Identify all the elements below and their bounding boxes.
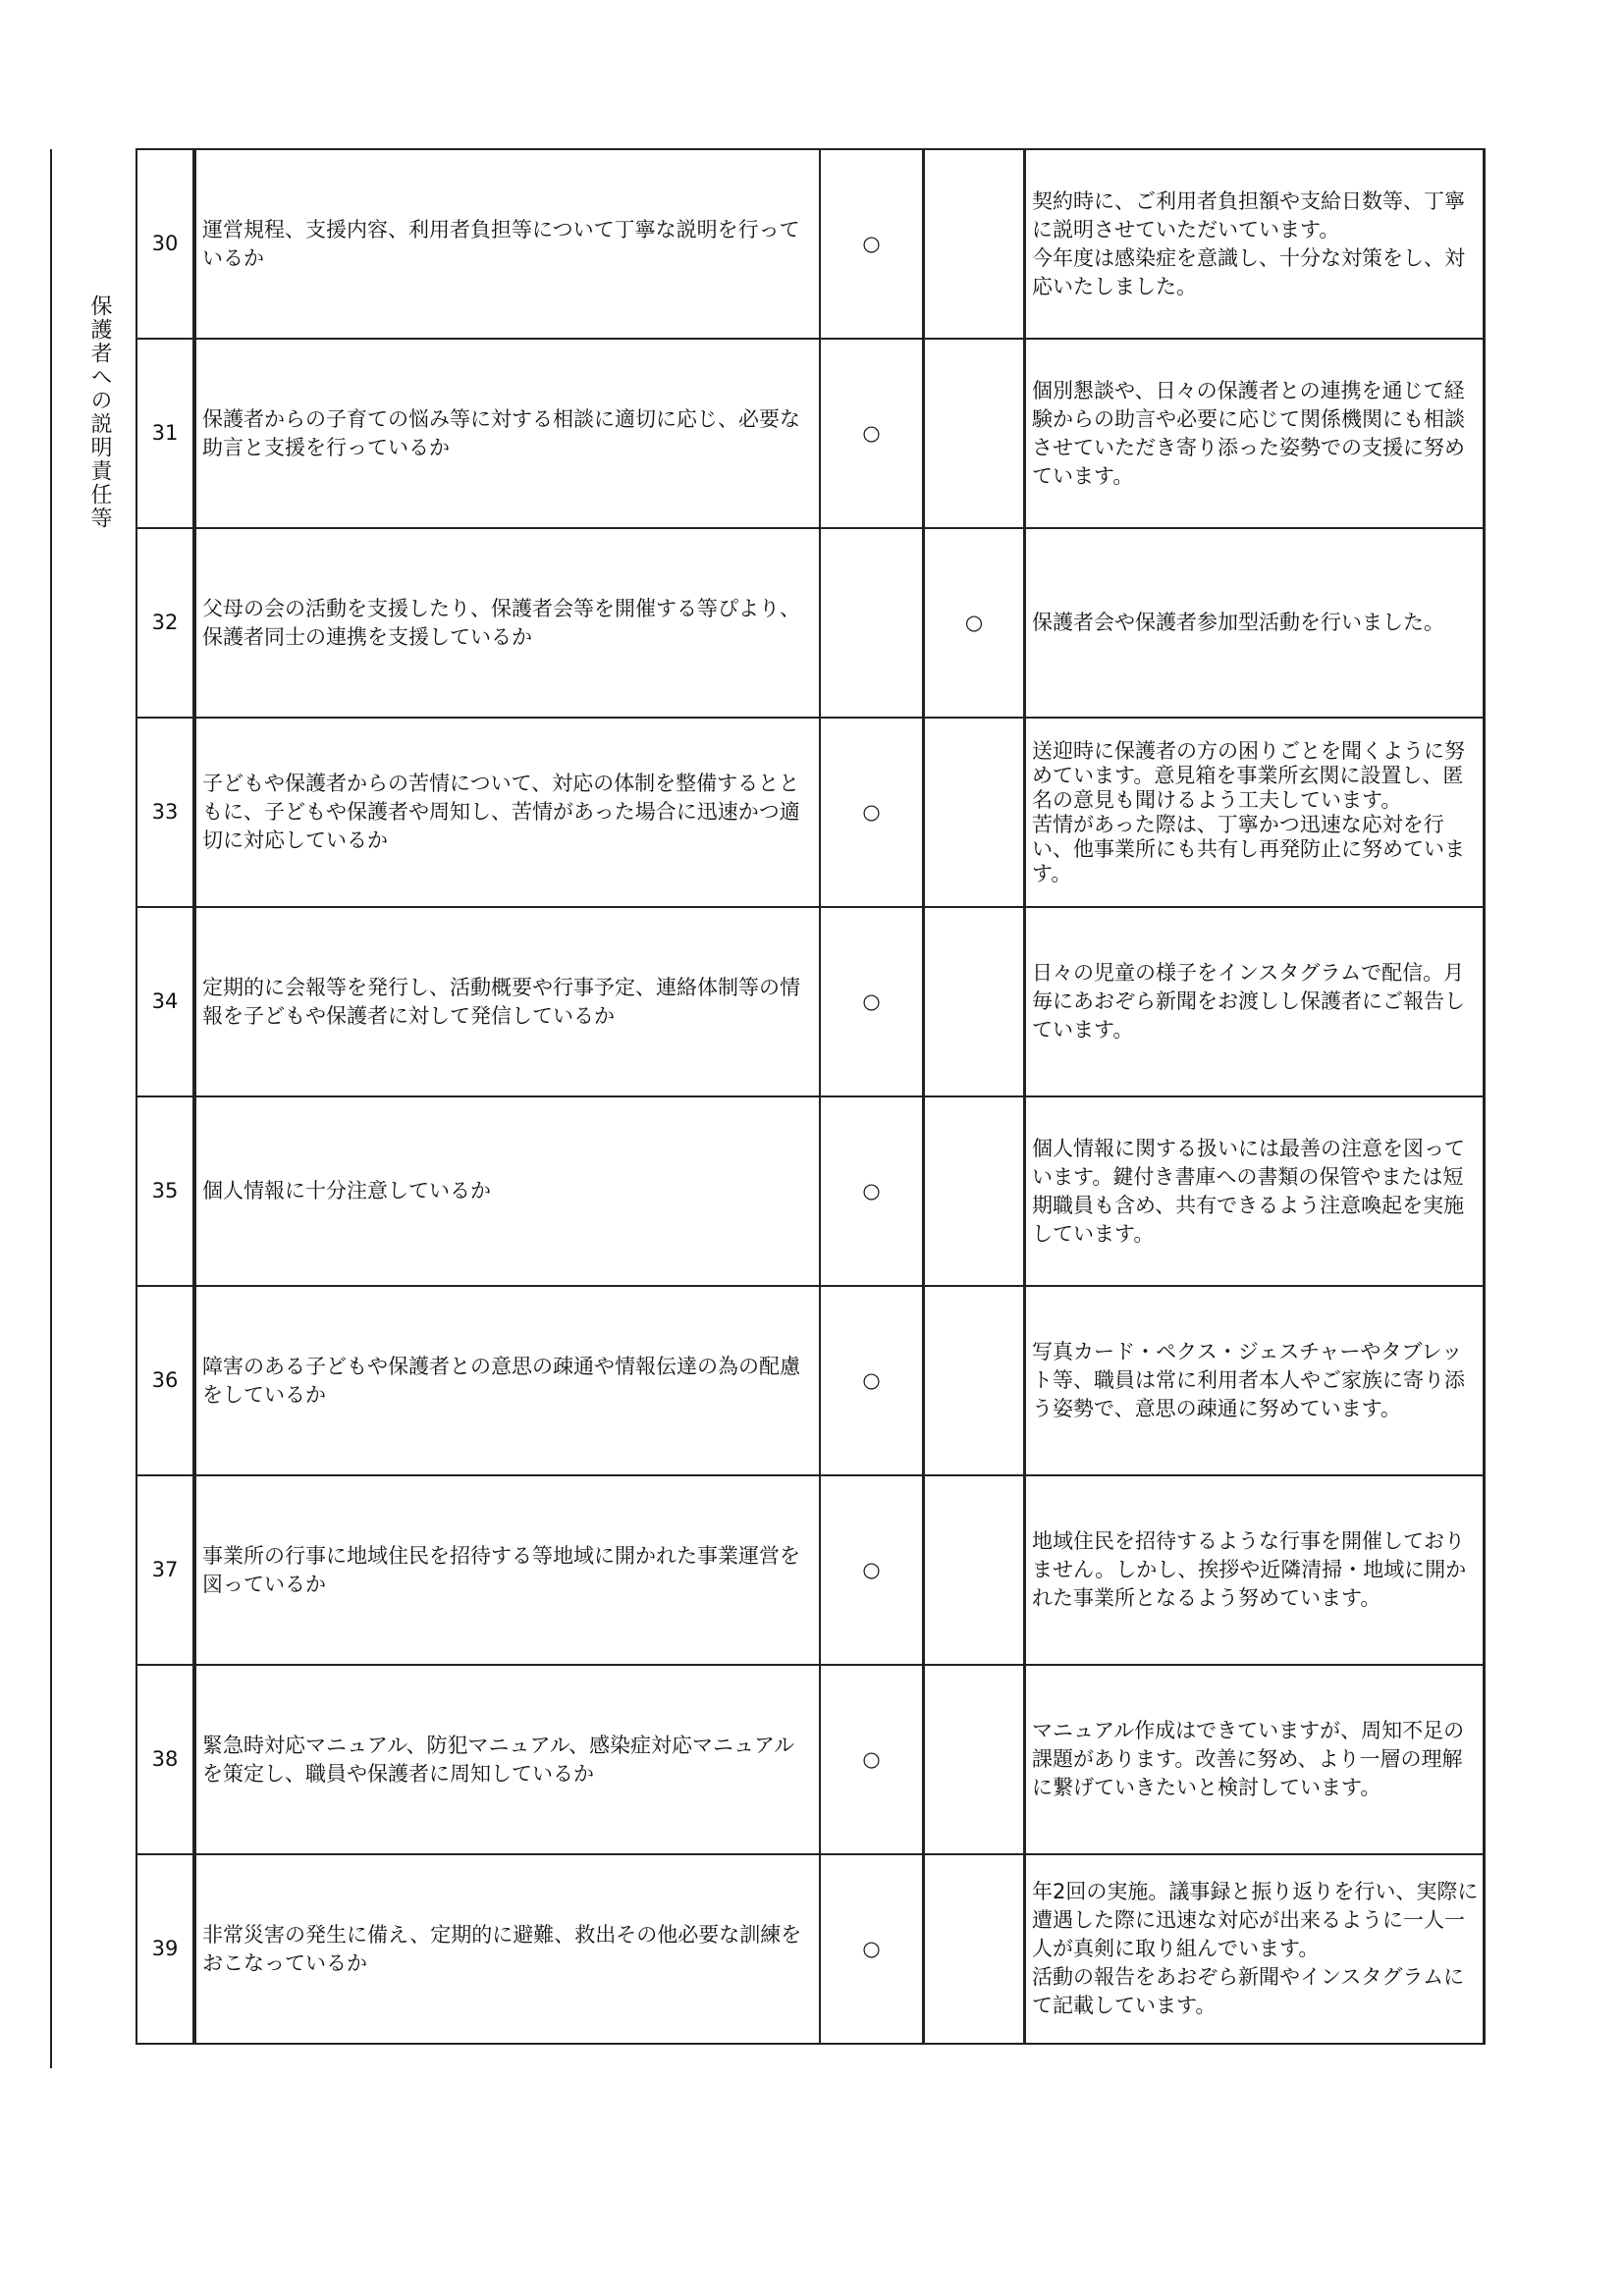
item-text: 保護者からの子育ての悩み等に対する相談に適切に応じ、必要な助言と支援を行っているか — [194, 339, 820, 528]
comment-cell — [1025, 718, 1485, 907]
no-mark — [924, 1096, 1025, 1286]
item-text: 事業所の行事に地域住民を招待する等地域に開かれた事業運営を図っているか — [194, 1475, 820, 1665]
comment-text: 契約時に、ご利用者負担額や支給日数等、丁寧に説明させていただいています。 今年度は感染症を意識し、十分な対策をし、対応いたしました。 — [1032, 188, 1465, 298]
yes-mark: ○ — [820, 907, 924, 1096]
comment-cell — [1025, 1096, 1485, 1286]
comment-text: 年2回の実施。議事録と振り返りを行い、実際に遭遇した際に迅速な対応が出来るように一人一人が真剣に取り組んでいます。 活動の報告をあおぞら新聞やインスタグラムにて記載しています。 — [1032, 1880, 1479, 2017]
comment-cell — [1025, 1854, 1485, 2044]
no-mark — [924, 1286, 1025, 1475]
comment-text: 個別懇談や、日々の保護者との連携を通じて経験からの助言や必要に応じて関係機関にも相談させていただき寄り添った姿勢での支援に努めています。 — [1032, 378, 1465, 488]
table-row — [136, 1665, 1485, 1854]
comment-cell — [1025, 528, 1485, 718]
item-number: 35 — [136, 1096, 194, 1286]
no-mark — [924, 718, 1025, 907]
item-number: 31 — [136, 339, 194, 528]
table-row — [136, 907, 1485, 1096]
comment-text: 個人情報に関する扱いには最善の注意を図っています。鍵付き書庫への書類の保管やまたは短期職員も含め、共有できるよう注意喚起を実施しています。 — [1032, 1136, 1465, 1246]
item-number: 33 — [136, 718, 194, 907]
no-mark — [924, 1665, 1025, 1854]
item-text: 父母の会の活動を支援したり、保護者会等を開催する等ぴより、保護者同士の連携を支援しているか — [194, 528, 820, 718]
item-text: 障害のある子どもや保護者との意思の疎通や情報伝達の為の配慮をしているか — [194, 1286, 820, 1475]
item-number: 30 — [136, 149, 194, 339]
comment-text: 地域住民を招待するような行事を開催しておりません。しかし、挨拶や近隣清掃・地域に開かれた事業所となるよう努めています。 — [1032, 1529, 1467, 1610]
item-text: 個人情報に十分注意しているか — [194, 1096, 820, 1286]
section-label: 保護者への説明責任等 — [87, 294, 112, 530]
yes-mark: ○ — [820, 718, 924, 907]
no-mark — [924, 907, 1025, 1096]
table-row — [136, 1475, 1485, 1665]
yes-mark: ○ — [820, 1475, 924, 1665]
comment-text: 送迎時に保護者の方の困りごとを聞くように努めています。意見箱を事業所玄関に設置し、匿名の意見も聞けるよう工夫しています。 苦情があった際は、丁寧かつ迅速な応対を行い、他事業所にも共有し再発防止に努めています。 — [1032, 738, 1465, 885]
item-text: 緊急時対応マニュアル、防犯マニュアル、感染症対応マニュアルを策定し、職員や保護者に周知しているか — [194, 1665, 820, 1854]
table-row — [136, 718, 1485, 907]
item-number: 37 — [136, 1475, 194, 1665]
comment-text: 写真カード・ペクス・ジェスチャーやタブレット等、職員は常に利用者本人やご家族に寄り添う姿勢で、意思の疎通に努めています。 — [1032, 1340, 1465, 1420]
comment-cell — [1025, 339, 1485, 528]
item-text: 定期的に会報等を発行し、活動概要や行事予定、連絡体制等の情報を子どもや保護者に対して発信しているか — [194, 907, 820, 1096]
no-mark — [924, 149, 1025, 339]
table-row — [136, 149, 1485, 339]
item-number: 38 — [136, 1665, 194, 1854]
item-number: 34 — [136, 907, 194, 1096]
item-number: 36 — [136, 1286, 194, 1475]
yes-mark: ○ — [820, 1286, 924, 1475]
yes-mark: ○ — [820, 1096, 924, 1286]
table-row — [136, 1854, 1485, 2044]
evaluation-table — [135, 148, 1486, 2045]
section-divider-line — [50, 149, 52, 2068]
item-number: 32 — [136, 528, 194, 718]
comment-text: 保護者会や保護者参加型活動を行いました。 — [1032, 611, 1444, 634]
comment-cell — [1025, 907, 1485, 1096]
item-text: 非常災害の発生に備え、定期的に避難、救出その他必要な訓練をおこなっているか — [194, 1854, 820, 2044]
comment-text: 日々の児童の様子をインスタグラムで配信。月毎にあおぞら新聞をお渡しし保護者にご報告しています。 — [1032, 961, 1465, 1041]
yes-mark: ○ — [820, 1854, 924, 2044]
table-row — [136, 528, 1485, 718]
no-mark — [924, 1854, 1025, 2044]
yes-mark: ○ — [820, 149, 924, 339]
comment-cell — [1025, 1475, 1485, 1665]
comment-cell — [1025, 1665, 1485, 1854]
yes-mark: ○ — [820, 339, 924, 528]
item-number: 39 — [136, 1854, 194, 2044]
no-mark — [924, 339, 1025, 528]
table-row — [136, 1096, 1485, 1286]
no-mark — [924, 1475, 1025, 1665]
comment-cell — [1025, 149, 1485, 339]
item-text: 運営規程、支援内容、利用者負担等について丁寧な説明を行っているか — [194, 149, 820, 339]
yes-mark — [820, 528, 924, 718]
table-row — [136, 1286, 1485, 1475]
no-mark: ○ — [924, 528, 1025, 718]
comment-text: マニュアル作成はできていますが、周知不足の課題があります。改善に努め、より一層の理解に繋げていきたいと検討しています。 — [1032, 1719, 1465, 1799]
item-text: 子どもや保護者からの苦情について、対応の体制を整備するとともに、子どもや保護者や周知し、苦情があった場合に迅速かつ適切に対応しているか — [194, 718, 820, 907]
table-row — [136, 339, 1485, 528]
comment-cell — [1025, 1286, 1485, 1475]
yes-mark: ○ — [820, 1665, 924, 1854]
